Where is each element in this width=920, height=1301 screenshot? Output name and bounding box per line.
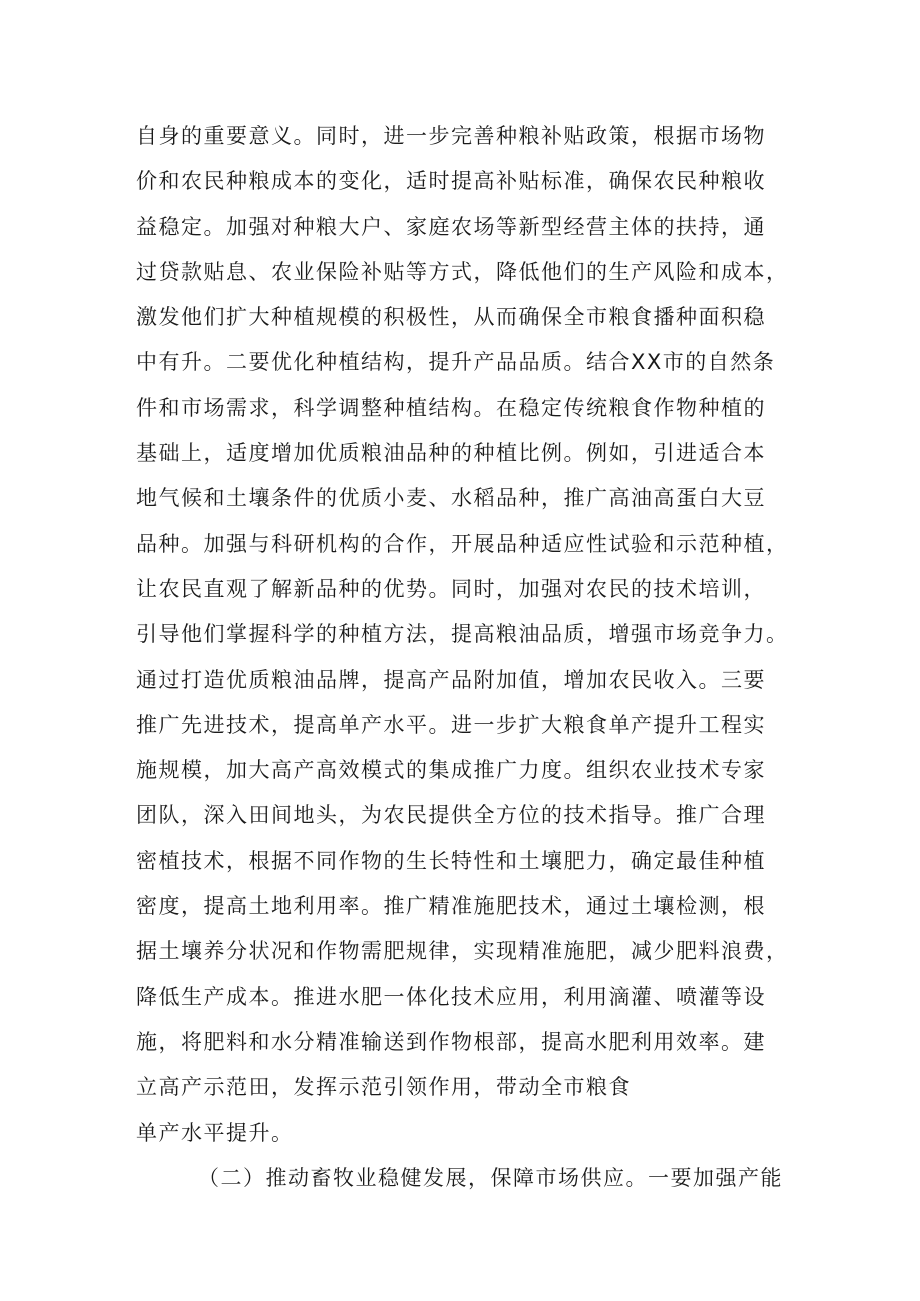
text-line: 据土壤养分状况和作物需肥规律，实现精准施肥，减少肥料浪费， [136, 939, 789, 964]
text-line: 基础上，适度增加优质粮油品种的种植比例。例如，引进适合本 [136, 441, 766, 466]
body-text [136, 114, 796, 1201]
text-line: 过贷款贴息、农业保险补贴等方式，降低他们的生产风险和成本， [136, 259, 789, 284]
text-line: 单产水平提升。 [136, 1120, 294, 1145]
text-line: 密度，提高土地利用率。推广精准施肥技术，通过土壤检测，根 [136, 894, 766, 919]
text-line: 施，将肥料和水分精准输送到作物根部，提高水肥利用效率。建 [136, 1029, 766, 1054]
text-line: 立高产示范田，发挥示范引领作用，带动全市粮食 [136, 1075, 631, 1100]
text-line: 自身的重要意义。同时，进一步完善种粮补贴政策，根据市场物 [136, 124, 766, 148]
text-line: 通过打造优质粮油品牌，提高产品附加值，增加农民收入。三要 [136, 667, 766, 692]
text-line: 激发他们扩大种植规模的积极性，从而确保全市粮食播种面积稳 [136, 305, 766, 330]
text-line: 降低生产成本。推进水肥一体化技术应用，利用滴灌、喷灌等设 [136, 984, 766, 1009]
text-line: 团队，深入田间地头，为农民提供全方位的技术指导。推广合理 [136, 803, 766, 828]
text-line: 推广先进技术，提高单产水平。进一步扩大粮食单产提升工程实 [136, 712, 766, 737]
text-line: 地气候和土壤条件的优质小麦、水稻品种，推广高油高蛋白大豆 [136, 486, 766, 511]
text-line: 价和农民种粮成本的变化，适时提高补贴标准，确保农民种粮收 [136, 169, 766, 194]
text-line: 密植技术，根据不同作物的生长特性和土壤肥力，确定最佳种植 [136, 848, 766, 873]
text-line: 让农民直观了解新品种的优势。同时，加强对农民的技术培训， [136, 576, 766, 601]
text-line: 件和市场需求，科学调整种植结构。在稳定传统粮食作物种植的 [136, 395, 766, 420]
text-line: 益稳定。加强对种粮大户、家庭农场等新型经营主体的扶持，通 [136, 214, 766, 239]
text-line: 品种。加强与科研机构的合作，开展品种适应性试验和示范种植， [136, 531, 789, 556]
section-heading-line: （二）推动畜牧业稳健发展，保障市场供应。一要加强产能 [198, 1165, 783, 1190]
text-line: 引导他们掌握科学的种植方法，提高粮油品质，增强市场竞争力。 [136, 622, 789, 647]
text-line: 中有升。二要优化种植结构，提升产品品质。结合XX市的自然条 [136, 350, 776, 375]
text-line: 施规模，加大高产高效模式的集成推广力度。组织农业技术专家 [136, 758, 766, 783]
